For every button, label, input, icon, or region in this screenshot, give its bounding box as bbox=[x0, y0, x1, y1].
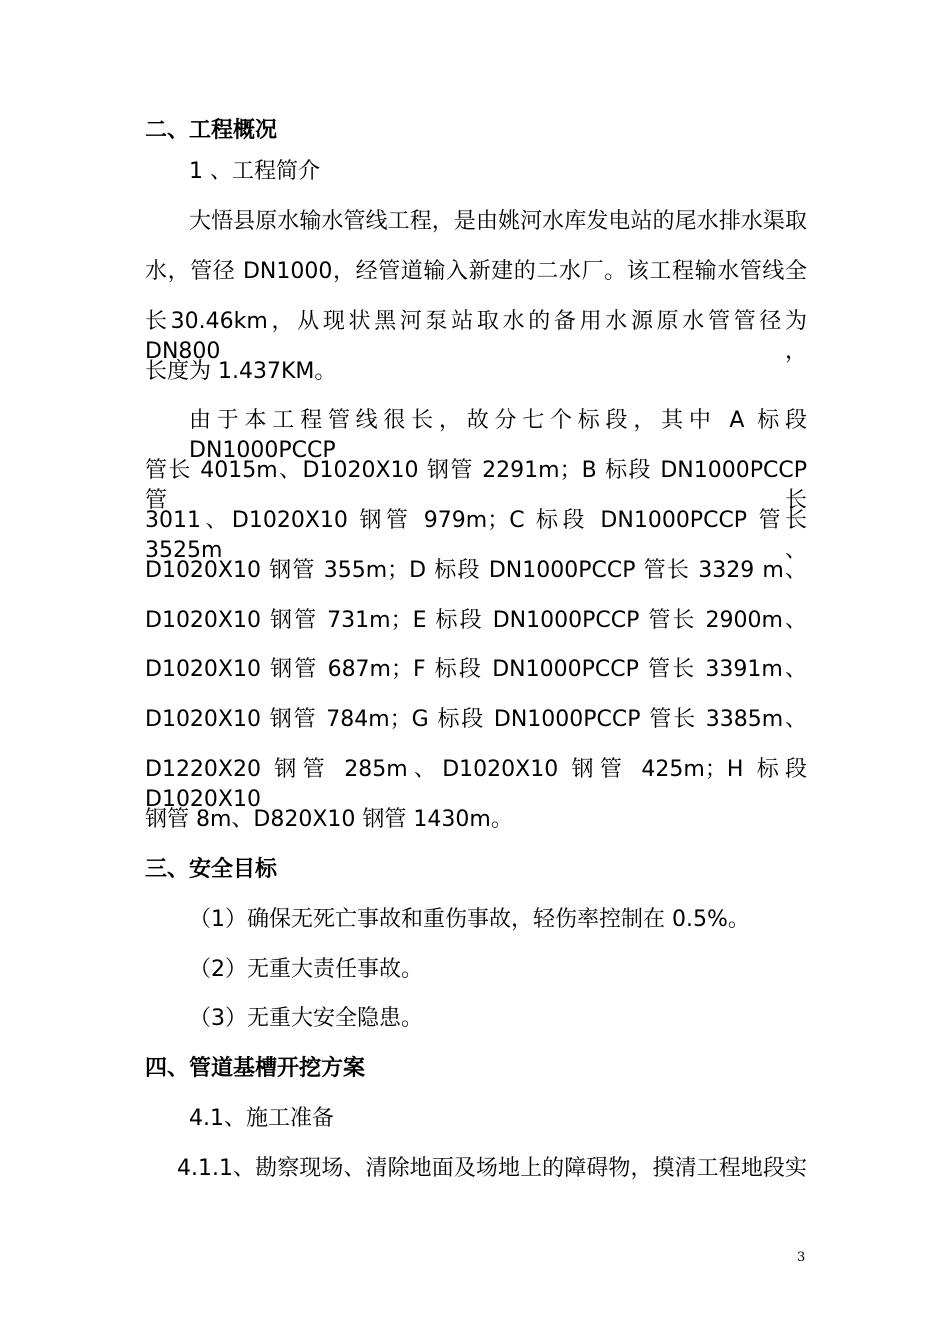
paragraph-line: D1020X10 钢管 355m；D 标段 DN1000PCCP 管长 3329 m、 bbox=[145, 558, 807, 583]
list-item: （2）无重大责任事故。 bbox=[189, 957, 423, 982]
paragraph-line: D1020X10 钢管 731m；E 标段 DN1000PCCP 管长 2900m、 bbox=[145, 608, 807, 633]
paragraph-line: 长30.46km，从现状黑河泵站取水的备用水源原水管管径为DN800， bbox=[145, 309, 807, 364]
section-heading-3: 三、安全目标 bbox=[145, 857, 278, 882]
section-heading-2: 二、工程概况 bbox=[145, 118, 278, 143]
paragraph-line: 大悟县原水输水管线工程，是由姚河水库发电站的尾水排水渠取 bbox=[189, 209, 807, 234]
paragraph-line: 长度为 1.437KM。 bbox=[145, 359, 337, 384]
paragraph-line: D1020X10 钢管 687m；F 标段 DN1000PCCP 管长 3391m、 bbox=[145, 657, 807, 682]
subsection-heading-1: 1 、工程简介 bbox=[189, 159, 320, 184]
list-item: （1）确保无死亡事故和重伤事故，轻伤率控制在 0.5%。 bbox=[189, 907, 750, 932]
paragraph-line: 管长 4015m、D1020X10 钢管 2291m；B 标段 DN1000PCCP 管长 bbox=[145, 458, 807, 513]
paragraph-line: 3011、D1020X10 钢管 979m；C 标段 DN1000PCCP 管长 3525m、 bbox=[145, 508, 807, 563]
paragraph-line: D1220X20 钢管 285m、D1020X10 钢管 425m；H 标段 D1020X10 bbox=[145, 757, 807, 812]
paragraph-line: D1020X10 钢管 784m；G 标段 DN1000PCCP 管长 3385m、 bbox=[145, 707, 807, 732]
subsection-heading-4-1: 4.1、施工准备 bbox=[189, 1106, 334, 1131]
list-item: （3）无重大安全隐患。 bbox=[189, 1006, 423, 1031]
paragraph-line: 钢管 8m、D820X10 钢管 1430m。 bbox=[145, 807, 513, 832]
paragraph-line: 由于本工程管线很长，故分七个标段，其中 A 标段 DN1000PCCP bbox=[189, 408, 807, 463]
paragraph-line: 4.1.1、勘察现场、清除地面及场地上的障碍物，摸清工程地段实 bbox=[177, 1156, 807, 1181]
page-number: 3 bbox=[797, 1250, 806, 1265]
section-heading-4: 四、管道基槽开挖方案 bbox=[145, 1056, 366, 1081]
paragraph-line: 水，管径 DN1000，经管道输入新建的二水厂。该工程输水管线全 bbox=[145, 259, 807, 284]
